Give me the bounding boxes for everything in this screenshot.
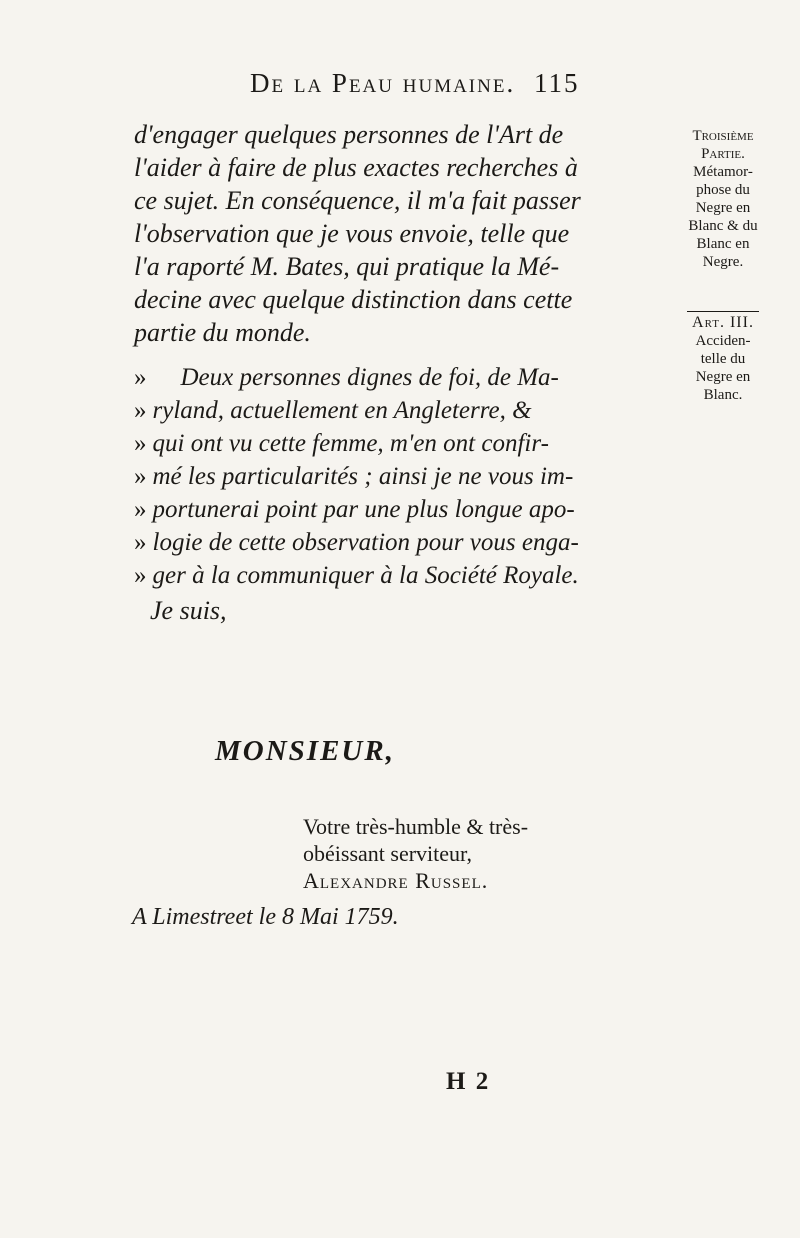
body-line: l'observation que je vous envoie, telle que <box>134 219 570 248</box>
salutation: MONSIEUR, <box>215 735 395 767</box>
quote-mark: » <box>134 529 147 556</box>
closing-line: obéissant serviteur, <box>303 841 472 866</box>
dateline: A Limestreet le 8 Mai 1759. <box>132 904 399 930</box>
signature: Alexandre Russel. <box>303 868 489 893</box>
printer-signature-mark: H 2 <box>446 1068 491 1095</box>
closing-formula: Je suis, <box>150 596 227 625</box>
body-line: l'a raporté M. Bates, qui pratique la Mé- <box>134 252 560 281</box>
quote-mark: » <box>134 496 147 523</box>
page-number: 115 <box>533 68 580 98</box>
margin-note-section: Troisième Partie. Métamor- phose du Negre en Blanc & du Blanc en Negre. <box>688 128 758 270</box>
quote-line: » mé les particularités ; ainsi je ne vous im- <box>134 463 574 490</box>
quote-mark: » <box>134 430 147 457</box>
quote-line: » ryland, actuellement en Angleterre, & <box>134 397 532 424</box>
body-line: l'aider à faire de plus exactes recherches à <box>134 153 578 182</box>
quote-mark: » <box>134 364 147 391</box>
margin-note-article: Art. III. Acciden- telle du Negre en Blanc. <box>683 311 763 404</box>
body-line: ce sujet. En conséquence, il m'a fait passer <box>134 186 581 215</box>
quote-line: » ger à la communiquer à la Société Royale. <box>134 562 579 589</box>
closing-line: Votre très-humble & très- <box>303 814 529 839</box>
quote-line: » qui ont vu cette femme, m'en ont confir- <box>134 430 549 457</box>
body-line: partie du monde. <box>134 318 311 347</box>
quote-mark: » <box>134 562 147 589</box>
margin-rule <box>687 311 759 312</box>
quote-line: » logie de cette observation pour vous enga- <box>134 529 579 556</box>
running-head <box>250 68 579 99</box>
quote-mark: » <box>134 397 147 424</box>
quote-mark: » <box>134 463 147 490</box>
article-number: Art. III. <box>692 314 754 331</box>
running-head-title: De la Peau humaine. <box>250 68 516 98</box>
quote-line: » portunerai point par une plus longue apo- <box>134 496 575 523</box>
closing-block <box>303 813 528 894</box>
body-line: d'engager quelques personnes de l'Art de <box>134 120 564 149</box>
quote-line: » Deux personnes dignes de foi, de Ma- <box>134 364 559 391</box>
body-line: decine avec quelque distinction dans cette <box>134 285 573 314</box>
